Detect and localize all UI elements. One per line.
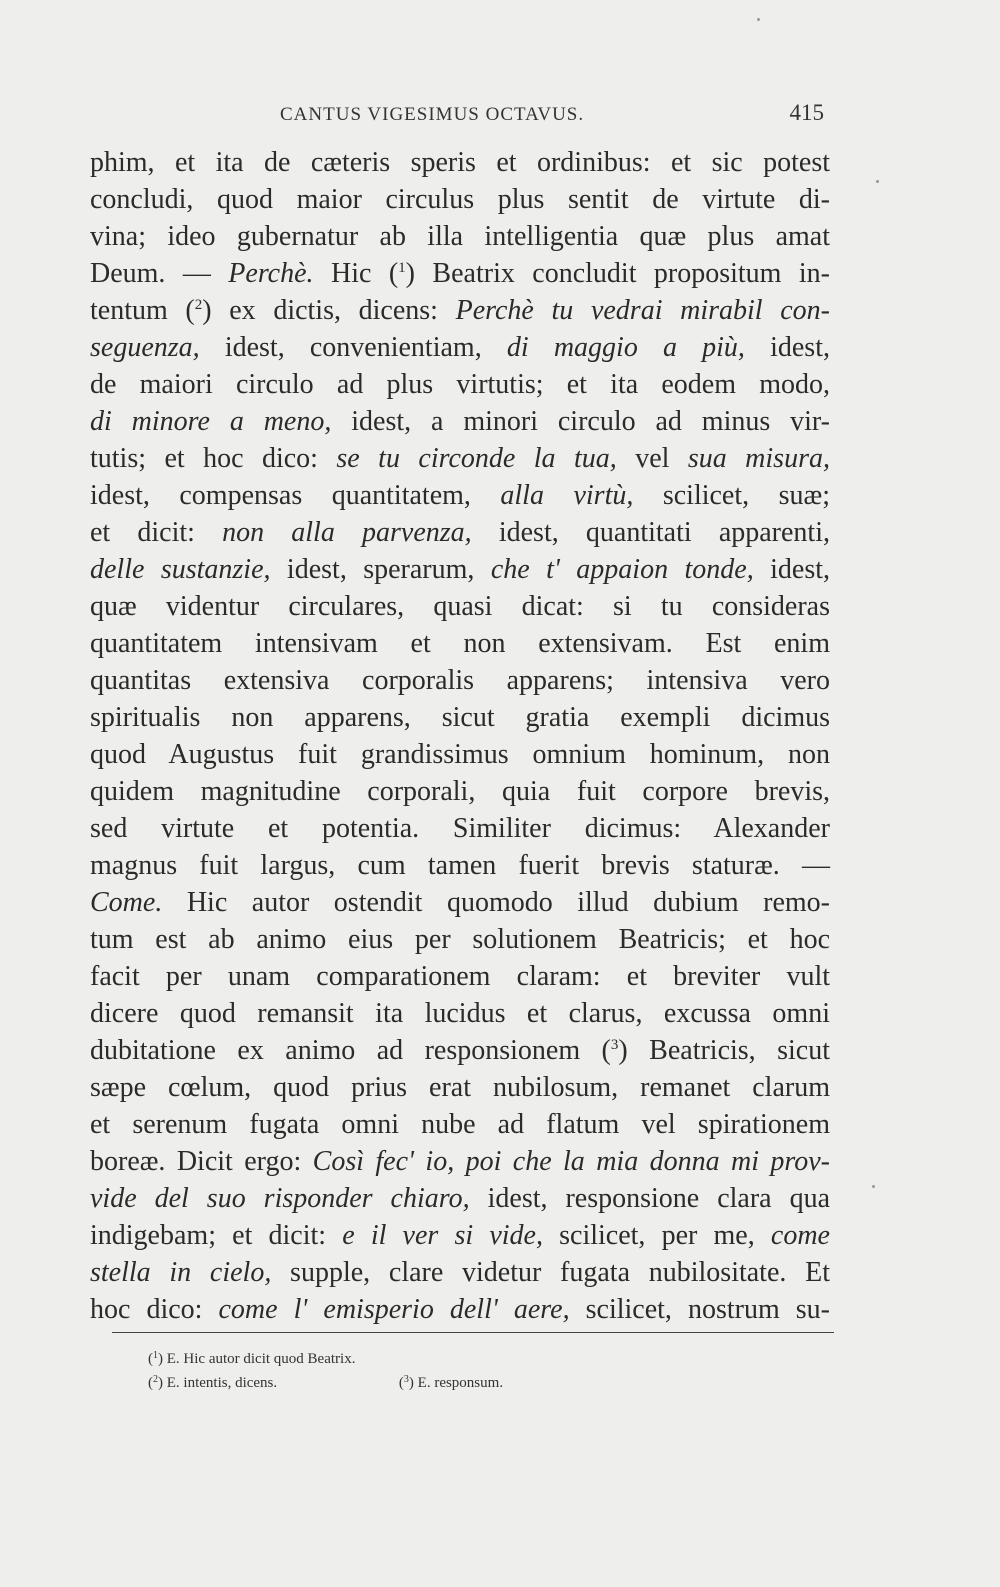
text-run: quæ videntur circulares, quasi dicat: si tu consideras xyxy=(90,591,830,622)
italic-quote: e il ver si vide, xyxy=(342,1220,543,1251)
main-text xyxy=(90,144,830,1328)
text-line xyxy=(90,1180,830,1217)
paper-speck xyxy=(872,1185,875,1188)
text-run: vina; ideo gubernatur ab illa intelligentia quæ plus amat xyxy=(90,221,830,252)
text-run: idest, xyxy=(753,554,831,585)
text-run: facit per unam comparationem claram: et breviter vult xyxy=(90,961,830,992)
text-run: idest, responsione clara qua xyxy=(469,1183,830,1214)
text-run: indigebam; et dicit: xyxy=(90,1220,343,1251)
text-run: ) Beatricis, sicut xyxy=(618,1035,830,1066)
italic-quote: Perchè tu vedrai mirabil con- xyxy=(455,295,830,326)
text-run: tutis; et hoc dico: xyxy=(90,443,337,474)
italic-quote: Così fec' io, poi che la mia donna mi prov- xyxy=(312,1146,830,1177)
italic-quote: non alla parvenza, xyxy=(222,517,472,548)
text-line xyxy=(90,884,830,921)
footnote-3: ($^3$) E. responsum. xyxy=(398,1374,504,1391)
text-line xyxy=(90,514,830,551)
text-line xyxy=(90,810,830,847)
italic-quote: vide del suo risponder chiaro, xyxy=(90,1183,470,1214)
text-line xyxy=(90,699,830,736)
text-run: phim, et ita de cæteris speris et ordinibus: et sic potest xyxy=(90,147,830,178)
italic-quote: di maggio a più, xyxy=(506,332,745,363)
italic-quote: delle sustanzie, xyxy=(90,554,271,585)
text-run: sed virtute et potentia. Similiter dicimus: Alexander xyxy=(90,813,830,844)
text-line xyxy=(90,1217,830,1254)
text-line xyxy=(90,218,830,255)
text-run: dicere quod remansit ita lucidus et clarus, excussa omni xyxy=(90,998,830,1029)
text-run: spiritualis non apparens, sicut gratia exempli dicimus xyxy=(90,702,830,733)
text-run: tentum ( xyxy=(90,295,195,326)
text-line xyxy=(90,181,830,218)
text-line xyxy=(90,921,830,958)
italic-quote: come xyxy=(770,1220,830,1251)
text-line xyxy=(90,625,830,662)
text-run: scilicet, suæ; xyxy=(633,480,830,511)
text-line xyxy=(90,403,830,440)
text-run: tum est ab animo eius per solutionem Beatricis; et hoc xyxy=(90,924,830,955)
running-title: CANTUS VIGESIMUS OCTAVUS. xyxy=(280,104,585,125)
text-run: idest, a minori circulo ad minus vir- xyxy=(331,406,830,437)
footnote-1: ($^1$) E. Hic autor dicit quod Beatrix. xyxy=(148,1350,356,1367)
italic-quote: sua misura, xyxy=(687,443,830,474)
footnote-rule xyxy=(112,1332,834,1333)
text-line xyxy=(90,773,830,810)
text-line xyxy=(90,551,830,588)
page-number: 415 xyxy=(789,100,824,125)
text-line xyxy=(90,440,830,477)
text-run: idest, sperarum, xyxy=(270,554,491,585)
text-line xyxy=(90,958,830,995)
text-line xyxy=(90,329,830,366)
text-line xyxy=(90,1291,830,1328)
text-run: quantitas extensiva corporalis apparens; intensiva vero xyxy=(90,665,830,696)
text-run: Deum. — xyxy=(90,258,229,289)
text-run: concludi, quod maior circulus plus sentit de virtute di- xyxy=(90,184,830,215)
text-run: et dicit: xyxy=(90,517,223,548)
text-run: idest, quantitati apparenti, xyxy=(471,517,830,548)
italic-quote: se tu circonde la tua, xyxy=(336,443,617,474)
text-line xyxy=(90,736,830,773)
italic-quote: di minore a meno, xyxy=(90,406,332,437)
text-run: boreæ. Dicit ergo: xyxy=(90,1146,313,1177)
text-run: idest, compensas quantitatem, xyxy=(90,480,501,511)
text-line xyxy=(90,366,830,403)
text-run: supple, clare videtur fugata nubilositate. Et xyxy=(271,1257,831,1288)
text-line xyxy=(90,662,830,699)
paper-speck xyxy=(757,18,760,21)
text-run: Hic ( xyxy=(313,258,399,289)
text-run: vel xyxy=(616,443,688,474)
text-run: quantitatem intensivam et non extensivam. Est enim xyxy=(90,628,830,659)
italic-quote: come l' emisperio dell' aere, xyxy=(218,1294,570,1325)
footnote-ref: 1 xyxy=(398,260,406,276)
text-line xyxy=(90,1143,830,1180)
text-run: ) ex dictis, dicens: xyxy=(202,295,456,326)
text-line xyxy=(90,1254,830,1291)
italic-quote: alla virtù, xyxy=(500,480,634,511)
text-line xyxy=(90,847,830,884)
italic-quote: Perchè. xyxy=(228,258,314,289)
italic-quote: stella in cielo, xyxy=(90,1257,272,1288)
page-header xyxy=(280,100,830,132)
text-run: idest, convenientiam, xyxy=(199,332,507,363)
text-line xyxy=(90,477,830,514)
paper-speck xyxy=(876,180,879,183)
footnote-row xyxy=(148,1347,828,1371)
text-line xyxy=(90,292,830,329)
footnote-2: ($^2$) E. intentis, dicens. xyxy=(148,1374,278,1391)
text-line xyxy=(90,588,830,625)
text-run: de maiori circulo ad plus virtutis; et ita eodem modo, xyxy=(90,369,830,400)
text-run: scilicet, nostrum su- xyxy=(569,1294,830,1325)
italic-quote: che t' appaion tonde, xyxy=(490,554,754,585)
text-run: scilicet, per me, xyxy=(542,1220,771,1251)
text-line xyxy=(90,1069,830,1106)
text-run: et serenum fugata omni nube ad flatum vel spirationem xyxy=(90,1109,830,1140)
text-run: Hic autor ostendit quomodo illud dubium remo- xyxy=(162,887,830,918)
text-line xyxy=(90,1106,830,1143)
footnote-row xyxy=(148,1371,828,1395)
text-line xyxy=(90,255,830,292)
text-run: quidem magnitudine corporali, quia fuit corpore brevis, xyxy=(90,776,830,807)
text-run: magnus fuit largus, cum tamen fuerit brevis staturæ. — xyxy=(90,850,830,881)
text-line xyxy=(90,995,830,1032)
text-run: sæpe cœlum, quod prius erat nubilosum, remanet clarum xyxy=(90,1072,830,1103)
text-run: hoc dico: xyxy=(90,1294,219,1325)
text-line xyxy=(90,1032,830,1069)
italic-quote: Come. xyxy=(90,887,163,918)
text-run: ) Beatrix concludit propositum in- xyxy=(405,258,830,289)
footnote-ref: 3 xyxy=(610,1037,619,1053)
text-line xyxy=(90,144,830,181)
text-run: quod Augustus fuit grandissimus omnium hominum, non xyxy=(90,739,830,770)
footnote-ref: 2 xyxy=(194,297,203,313)
italic-quote: seguenza, xyxy=(90,332,200,363)
text-run: idest, xyxy=(744,332,830,363)
text-run: dubitatione ex animo ad responsionem ( xyxy=(90,1035,611,1066)
footnotes xyxy=(148,1347,828,1395)
